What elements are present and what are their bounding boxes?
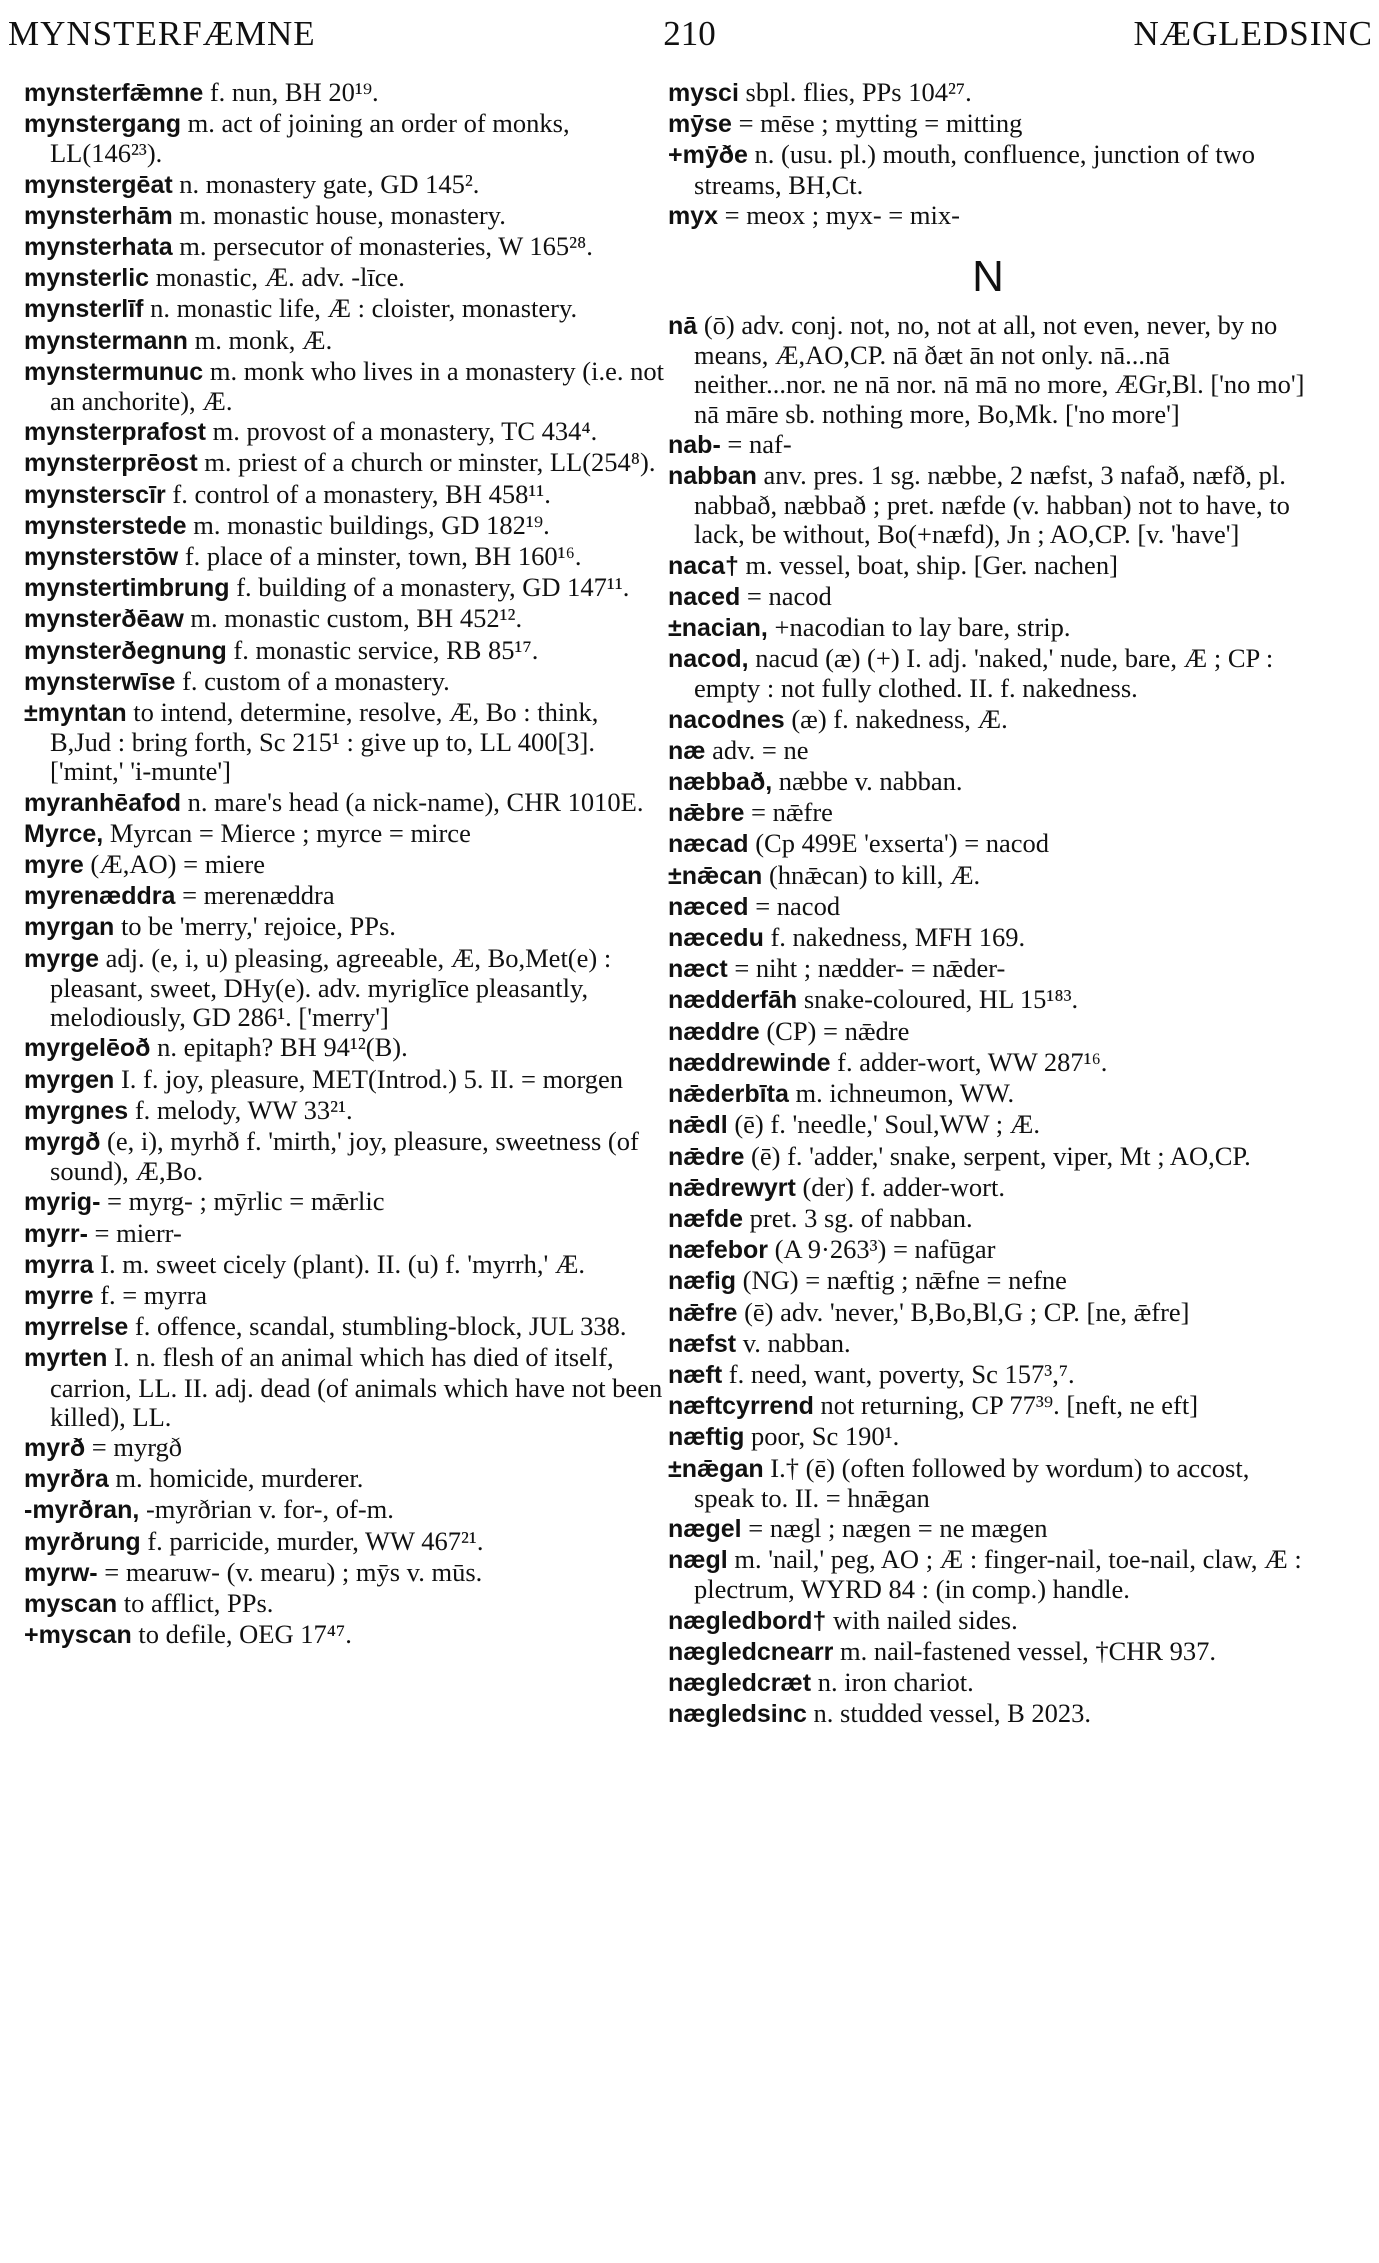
entry-definition: I.† (ē) (often followed by wordum) to accost, speak to. II. = hnǣgan (694, 1452, 1250, 1513)
dictionary-entry (668, 1545, 1308, 1604)
entry-headword: mysci (668, 79, 739, 107)
entry-headword: Myrce, (24, 819, 104, 848)
entry-definition: m. vessel, boat, ship. [Ger. nachen] (745, 549, 1118, 580)
dictionary-entry (24, 944, 664, 1033)
entry-headword: næfde (668, 1204, 743, 1233)
entry-headword: ±nacian, (668, 614, 768, 643)
right-running-head: NÆGLEDSINC (1133, 14, 1373, 53)
dictionary-entry (668, 736, 1308, 766)
entry-headword: næddrewinde (668, 1048, 831, 1077)
dictionary-entry (24, 1250, 664, 1280)
dictionary-entry (668, 1079, 1308, 1109)
entry-definition: = nægl ; nægen = ne mægen (748, 1512, 1048, 1543)
entry-definition: = mearuw- (v. mearu) ; mȳs v. mūs. (104, 1556, 483, 1587)
entry-definition: f. offence, scandal, stumbling-block, JUL 338. (134, 1311, 627, 1342)
entry-definition: pret. 3 sg. of nabban. (749, 1202, 973, 1233)
dictionary-entry (668, 1173, 1308, 1203)
dictionary-entry (668, 1298, 1308, 1328)
entry-headword: ±nǣgan (668, 1454, 764, 1483)
dictionary-entry (24, 1065, 664, 1095)
entry-headword: nacodnes (668, 705, 785, 734)
dictionary-entry (668, 954, 1308, 984)
entry-headword: nabban (668, 462, 757, 491)
entry-headword: myrge (24, 944, 100, 973)
entry-headword: nægel (668, 1514, 742, 1543)
entry-headword: myrgen (24, 1065, 115, 1094)
entry-headword: mynsterstōw (24, 543, 179, 572)
dictionary-entry (668, 892, 1308, 922)
entry-headword: nǣfre (668, 1298, 738, 1327)
entry-headword: mynstertimbrung (24, 574, 230, 603)
entry-definition: = myrgð (91, 1431, 183, 1462)
entry-definition: n. (usu. pl.) mouth, confluence, junction of two streams, BH,Ct. (694, 139, 1256, 200)
entry-definition: not returning, CP 77³⁹. [neft, ne eft] (820, 1390, 1199, 1421)
dictionary-entry (668, 1142, 1308, 1172)
entry-definition: v. nabban. (742, 1327, 851, 1358)
dictionary-entry (668, 1110, 1308, 1140)
entry-headword: myrra (24, 1250, 94, 1279)
entry-definition: (ō) adv. conj. not, no, not at all, not even, never, by no means, Æ,AO,CP. nā ðæt ān not only. nā...nā neither...nor. ne nā nor. nā mā no more, ÆGr,Bl. ['no mo'] nā māre sb. nothing more, Bo,Mk. ['no more'] (694, 310, 1305, 429)
dictionary-entry (24, 1558, 664, 1588)
entry-definition: m. homicide, murderer. (115, 1463, 364, 1494)
dictionary-entry (24, 357, 664, 416)
entry-headword: nab- (668, 430, 721, 459)
dictionary-entry (668, 1235, 1308, 1265)
dictionary-entry (24, 294, 664, 324)
dictionary-entry (668, 644, 1308, 703)
dictionary-entry (24, 850, 664, 880)
dictionary-entry (668, 923, 1308, 953)
entry-definition: nacud (æ) (+) I. adj. 'naked,' nude, bare, Æ ; CP : empty : not fully clothed. II. f. nakedness. (694, 643, 1274, 704)
entry-headword: myrðra (24, 1465, 109, 1494)
entry-definition: f. place of a minster, town, BH 160¹⁶. (184, 541, 582, 572)
entry-definition: (Cp 499E 'exserta') = nacod (755, 828, 1050, 859)
dictionary-entry (24, 1096, 664, 1126)
dictionary-entry (668, 613, 1308, 643)
entry-headword: næftcyrrend (668, 1392, 814, 1421)
dictionary-entry (668, 311, 1308, 429)
entry-headword: myscan (24, 1589, 118, 1618)
entry-headword: -myrðran, (24, 1496, 140, 1525)
dictionary-entry (668, 767, 1308, 797)
dictionary-entry (24, 1495, 664, 1525)
entry-headword: myrðrung (24, 1527, 141, 1556)
entry-definition: f. building of a monastery, GD 147¹¹. (236, 572, 630, 603)
dictionary-entry (24, 573, 664, 603)
entry-definition: n. iron chariot. (817, 1666, 974, 1697)
dictionary-entry (668, 798, 1308, 828)
entry-headword: naced (668, 582, 741, 611)
entry-headword: mynsterðegnung (24, 636, 227, 665)
entry-headword: nā (668, 312, 698, 341)
entry-headword: nægledcræt (668, 1668, 812, 1697)
entry-headword: mynsterwīse (24, 667, 176, 696)
entry-headword: næ (668, 736, 706, 765)
entry-definition: to be 'merry,' rejoice, PPs. (120, 911, 396, 942)
entry-definition: with nailed sides. (832, 1604, 1018, 1635)
entry-headword: mynstergang (24, 110, 181, 139)
entry-headword: myx (668, 201, 719, 230)
dictionary-entry (668, 1454, 1308, 1513)
entry-headword: nǣdre (668, 1142, 745, 1171)
entry-definition: poor, Sc 190¹. (751, 1421, 900, 1452)
dictionary-entry (24, 201, 664, 231)
entry-definition: = naf- (727, 428, 792, 459)
entry-headword: nægledsinc (668, 1700, 807, 1729)
entry-definition: I. m. sweet cicely (plant). II. (u) f. 'myrrh,' Æ. (100, 1248, 586, 1279)
entry-headword: næfig (668, 1267, 737, 1296)
entry-definition: = mierr- (94, 1217, 182, 1248)
dictionary-entry (668, 1048, 1308, 1078)
entry-definition: (A 9·263³) = nafūgar (774, 1234, 996, 1265)
dictionary-entry (24, 417, 664, 447)
entry-definition: snake-coloured, HL 15¹⁸³. (803, 984, 1079, 1015)
dictionary-entry (24, 819, 664, 849)
entry-headword: myrð (24, 1433, 86, 1462)
dictionary-entry (24, 326, 664, 356)
entry-headword: mynsterstede (24, 511, 187, 540)
dictionary-entry (668, 705, 1308, 735)
entry-definition: to afflict, PPs. (123, 1587, 274, 1618)
dictionary-entry (24, 788, 664, 818)
entry-headword: nægledbord† (668, 1606, 827, 1635)
entry-definition: f. control of a monastery, BH 458¹¹. (172, 478, 551, 509)
entry-definition: n. mare's head (a nick-name), CHR 1010E. (187, 786, 644, 817)
entry-headword: næfst (668, 1329, 737, 1358)
dictionary-entry (24, 912, 664, 942)
dictionary-entry (24, 604, 664, 634)
entry-definition: (ē) adv. 'never,' B,Bo,Bl,G ; CP. [ne, ǣfre] (744, 1296, 1190, 1327)
dictionary-entry (24, 1219, 664, 1249)
dictionary-entry (668, 140, 1308, 199)
dictionary-entry (668, 1422, 1308, 1452)
entry-definition: = nacod (755, 890, 841, 921)
entry-headword: myrgnes (24, 1096, 129, 1125)
entry-definition: (e, i), myrhð f. 'mirth,' joy, pleasure, sweetness (of sound), Æ,Bo. (50, 1125, 639, 1187)
entry-headword: mynsterlic (24, 264, 150, 293)
entry-headword: ±nǣcan (668, 861, 763, 890)
entry-headword: nǣderbīta (668, 1080, 789, 1109)
entry-definition: (ē) f. 'adder,' snake, serpent, viper, Mt ; AO,CP. (751, 1140, 1251, 1171)
entry-headword: myrig- (24, 1188, 101, 1217)
entry-definition: adv. = ne (712, 734, 809, 765)
entry-headword: næcad (668, 830, 749, 859)
entry-definition: n. monastery gate, GD 145². (179, 168, 480, 199)
entry-headword: naca† (668, 551, 739, 580)
entry-headword: mynsterlīf (24, 295, 144, 324)
dictionary-entry (24, 109, 664, 168)
entry-definition: to intend, determine, resolve, Æ, Bo : think, B,Jud : bring forth, Sc 215¹ : give up to, LL 400[3]. ['mint,' 'i-munte'] (50, 697, 599, 787)
entry-headword: nǣdrewyrt (668, 1173, 796, 1202)
entry-definition: (CP) = nǣdre (766, 1015, 910, 1046)
entry-definition: adj. (e, i, u) pleasing, agreeable, Æ, Bo,Met(e) : pleasant, sweet, DHy(e). adv. myriglīce pleasantly, melodiously, GD 286¹. ['merry'] (50, 942, 612, 1033)
entry-headword: myre (24, 851, 84, 880)
right-column (668, 78, 1308, 1730)
dictionary-entry (24, 232, 664, 262)
entry-headword: myranhēafod (24, 788, 181, 817)
page-number: 210 (663, 14, 716, 53)
entry-headword: mynsterprēost (24, 449, 198, 478)
dictionary-entry (24, 1281, 664, 1311)
dictionary-entry (24, 1127, 664, 1186)
entry-definition: I. f. joy, pleasure, MET(Introd.) 5. II. = morgen (120, 1063, 624, 1094)
dictionary-entry (668, 78, 1308, 108)
entry-definition: = niht ; nædder- = nǣder- (734, 953, 1006, 984)
entry-headword: mynsterscīr (24, 480, 166, 509)
right-column-bottom-entries (668, 311, 1308, 1729)
dictionary-entry (668, 1266, 1308, 1296)
entry-definition: (æ) f. nakedness, Æ. (791, 703, 1008, 734)
entry-headword: næbbað, (668, 768, 773, 797)
entry-definition: = nǣfre (751, 797, 833, 828)
entry-definition: f. parricide, murder, WW 467²¹. (147, 1525, 484, 1556)
entry-definition: m. persecutor of monasteries, W 165²⁸. (179, 231, 593, 262)
dictionary-entry (24, 263, 664, 293)
entry-headword: nacod, (668, 645, 749, 674)
dictionary-entry (24, 636, 664, 666)
dictionary-entry (668, 1668, 1308, 1698)
entry-headword: myrenæddra (24, 882, 176, 911)
entry-definition: n. monastic life, Æ : cloister, monastery. (150, 293, 578, 324)
entry-headword: nǣdl (668, 1111, 728, 1140)
dictionary-entry (24, 667, 664, 697)
dictionary-entry (668, 1637, 1308, 1667)
entry-headword: næftig (668, 1423, 745, 1452)
entry-definition: (NG) = næftig ; nǣfne = nefne (742, 1265, 1067, 1296)
entry-headword: mynsterðēaw (24, 605, 184, 634)
entry-definition: f. need, want, poverty, Sc 157³,⁷. (728, 1358, 1075, 1389)
entry-headword: mȳse (668, 110, 732, 139)
entry-headword: myrten (24, 1344, 108, 1373)
dictionary-entry (668, 582, 1308, 612)
entry-headword: mynstergēat (24, 170, 173, 199)
dictionary-entry (668, 1360, 1308, 1390)
entry-definition: (ē) f. 'needle,' Soul,WW ; Æ. (734, 1109, 1040, 1140)
entry-headword: næct (668, 955, 728, 984)
dictionary-entry (668, 1017, 1308, 1047)
entry-definition: n. studded vessel, B 2023. (813, 1698, 1092, 1729)
dictionary-entry (24, 1527, 664, 1557)
dictionary-entry (24, 1187, 664, 1217)
entry-headword: nægl (668, 1546, 728, 1575)
dictionary-entry (24, 480, 664, 510)
entry-definition: f. nun, BH 20¹⁹. (209, 77, 379, 107)
entry-definition: m. monastic custom, BH 452¹². (190, 603, 523, 634)
dictionary-entry (24, 1343, 664, 1432)
dictionary-entry (24, 881, 664, 911)
entry-definition: -myrðrian v. for-, of-m. (145, 1494, 394, 1525)
entry-headword: næft (668, 1360, 723, 1389)
dictionary-entry (24, 1464, 664, 1494)
entry-definition: +nacodian to lay bare, strip. (774, 612, 1071, 643)
entry-definition: sbpl. flies, PPs 104²⁷. (745, 77, 972, 107)
entry-headword: mynsterhām (24, 201, 173, 230)
entry-headword: +myscan (24, 1621, 132, 1650)
entry-definition: to defile, OEG 17⁴⁷. (138, 1619, 352, 1650)
entry-headword: myrr- (24, 1219, 88, 1248)
dictionary-entry (24, 511, 664, 541)
dictionary-entry (668, 461, 1308, 550)
entry-definition: m. provost of a monastery, TC 434⁴. (212, 416, 598, 447)
dictionary-entry (668, 1204, 1308, 1234)
entry-definition: (Æ,AO) = miere (90, 849, 266, 880)
entry-headword: næfebor (668, 1236, 768, 1265)
left-column (24, 78, 664, 1651)
entry-definition: f. adder-wort, WW 287¹⁶. (837, 1046, 1108, 1077)
dictionary-entry (24, 1312, 664, 1342)
page-header (0, 14, 1379, 62)
dictionary-entry (668, 1329, 1308, 1359)
entry-definition: monastic, Æ. adv. -līce. (155, 262, 405, 293)
entry-headword: næcedu (668, 924, 764, 953)
entry-definition: m. nail-fastened vessel, †CHR 937. (839, 1635, 1217, 1666)
right-column-top-entries (668, 78, 1308, 231)
entry-definition: m. monk who lives in a monastery (i.e. not an anchorite), Æ. (50, 355, 664, 417)
dictionary-entry (24, 698, 664, 787)
entry-headword: myrgð (24, 1127, 101, 1156)
entry-headword: mynsterfǣmne (24, 79, 204, 107)
entry-definition: (der) f. adder-wort. (802, 1171, 1005, 1202)
entry-headword: nǣbre (668, 799, 745, 828)
entry-definition: m. monastic buildings, GD 182¹⁹. (193, 509, 550, 540)
section-letter: N (972, 252, 1004, 302)
dictionary-entry (24, 1433, 664, 1463)
entry-headword: myrw- (24, 1558, 98, 1587)
entry-definition: m. priest of a church or minster, LL(254⁸). (204, 447, 656, 478)
entry-headword: myrre (24, 1281, 94, 1310)
entry-definition: I. n. flesh of an animal which has died of itself, carrion, LL. II. adj. dead (of animals which have not been killed), LL. (50, 1342, 663, 1432)
entry-definition: næbbe v. nabban. (778, 766, 963, 797)
entry-definition: = meox ; myx- = mix- (724, 199, 960, 230)
dictionary-entry (668, 201, 1308, 231)
dictionary-entry (668, 430, 1308, 460)
entry-headword: mynsterprafost (24, 418, 206, 447)
dictionary-entry (668, 551, 1308, 581)
dictionary-entry (24, 448, 664, 478)
entry-definition: = myrg- ; mȳrlic = mǣrlic (107, 1186, 385, 1217)
dictionary-entry (24, 542, 664, 572)
entry-headword: ±myntan (24, 699, 127, 728)
entry-definition: f. melody, WW 33²¹. (134, 1094, 353, 1125)
dictionary-entry (24, 1589, 664, 1619)
entry-definition: f. nakedness, MFH 169. (770, 922, 1026, 953)
entry-headword: myrrelse (24, 1313, 129, 1342)
entry-headword: mynstermunuc (24, 357, 204, 386)
dictionary-entry (668, 985, 1308, 1015)
dictionary-entry (668, 1391, 1308, 1421)
entry-definition: = mēse ; mytting = mitting (738, 108, 1023, 139)
entry-definition: m. act of joining an order of monks, LL(146²³). (50, 108, 570, 169)
entry-headword: +mȳðe (668, 141, 748, 170)
entry-headword: mynsterhata (24, 233, 173, 262)
dictionary-entry (668, 109, 1308, 139)
left-running-head: MYNSTERFÆMNE (8, 14, 316, 53)
entry-definition: n. epitaph? BH 94¹²(B). (157, 1032, 408, 1063)
entry-headword: nædderfāh (668, 986, 798, 1015)
entry-definition: (hnǣcan) to kill, Æ. (768, 859, 981, 890)
dictionary-entry (24, 1620, 664, 1650)
entry-definition: m. ichneumon, WW. (795, 1078, 1015, 1109)
entry-definition: anv. pres. 1 sg. næbbe, 2 næfst, 3 nafað, næfð, pl. nabbað, næbbað ; pret. næfde (v. habban) not to have, to lack, be without, Bo(+næfd), Jn ; AO,CP. [v. 'have'] (694, 460, 1290, 550)
entry-headword: mynstermann (24, 326, 188, 355)
entry-headword: nægledcnearr (668, 1637, 834, 1666)
entry-definition: = merenæddra (182, 880, 335, 911)
dictionary-entry (668, 1699, 1308, 1729)
dictionary-entry (668, 829, 1308, 859)
entry-headword: næced (668, 892, 749, 921)
entry-headword: myrgelēoð (24, 1034, 151, 1063)
dictionary-entry (668, 861, 1308, 891)
entry-definition: f. custom of a monastery. (182, 665, 450, 696)
entry-headword: myrgan (24, 913, 115, 942)
dictionary-entry (24, 170, 664, 200)
dictionary-entry (24, 78, 664, 108)
entry-definition: m. monastic house, monastery. (179, 199, 506, 230)
entry-definition: f. monastic service, RB 85¹⁷. (233, 634, 539, 665)
entry-definition: m. monk, Æ. (194, 324, 333, 355)
dictionary-entry (668, 1606, 1308, 1636)
entry-definition: = nacod (746, 580, 832, 611)
entry-definition: f. = myrra (100, 1279, 208, 1310)
entry-definition: m. 'nail,' peg, AO ; Æ : finger-nail, toe-nail, claw, Æ : plectrum, WYRD 84 : (in comp.) handle. (694, 1544, 1302, 1605)
dictionary-entry (24, 1033, 664, 1063)
dictionary-entry (668, 1514, 1308, 1544)
entry-definition: Myrcan = Mierce ; myrce = mirce (109, 817, 471, 848)
entry-headword: næddre (668, 1017, 760, 1046)
